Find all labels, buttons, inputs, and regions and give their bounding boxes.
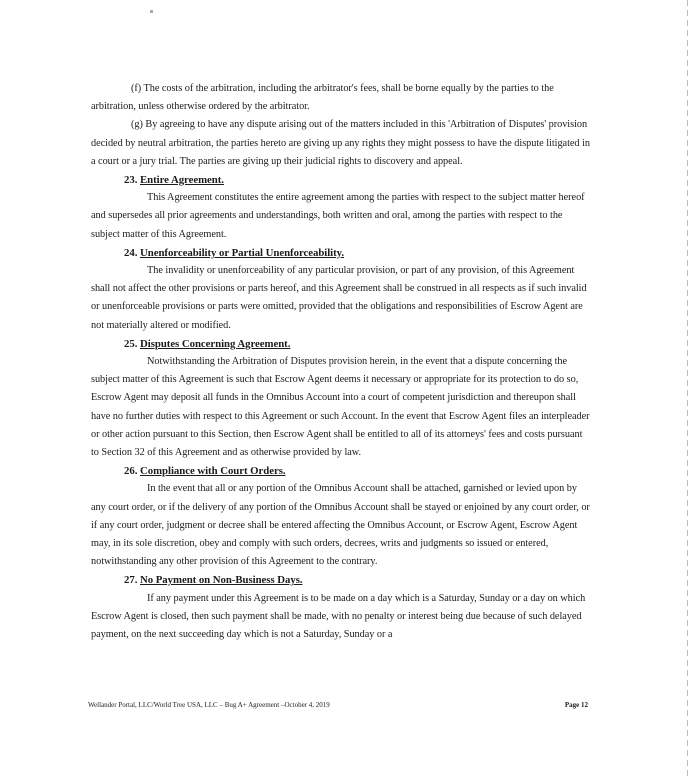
section-heading-24 [124,244,591,262]
section-title: No Payment on Non-Business Days. [140,574,303,587]
section-number: 24. [124,246,138,259]
scan-edge-line [687,0,688,776]
paragraph-g: (g) By agreeing to have any dispute arising out of the matters included in this 'Arbitration of Disputes' provision decided by neutral arbitration, the parties hereto are giving up any rights they might possess to have the dispute litigated in a court or a jury trial. The parties are giving up their judicial rights to discovery and appeal. [91,119,590,167]
section-body-24: The invalidity or unenforceability of any particular provision, or part of any provision, of this Agreement shall not affect the other provisions or parts hereof, and this Agreement shall be construed in all respects as if such invalid or unenforceable provisions or parts were omitted, provided that the obligations and responsibilities of Escrow Agent are not materially altered or modified. [91,265,587,331]
section-number: 23. [124,174,138,187]
section-number: 27. [124,574,138,587]
section-title: Compliance with Court Orders. [140,465,286,478]
section-title: Entire Agreement. [140,174,224,187]
section-heading-26 [124,462,591,480]
section-number: 26. [124,465,138,478]
section-body-25: Notwithstanding the Arbitration of Disputes provision herein, in the event that a dispute concerning the subject matter of this Agreement is such that Escrow Agent deems it necessary or appropriate for its protection to do so, Escrow Agent may deposit all funds in the Omnibus Account into a court of competent jurisdiction and thereupon shall have no further duties with respect to this Agreement or such Account. In the event that Escrow Agent files an interpleader or other action pursuant to this Section, then Escrow Agent shall be entitled to all of its attorneys' fees and costs pursuant to Section 32 of this Agreement and as otherwise provided by law. [91,356,590,459]
section-number: 25. [124,337,138,350]
section-heading-27 [124,571,591,589]
section-body-23: This Agreement constitutes the entire agreement among the parties with respect to the subject matter hereof and supersedes all prior agreements and understandings, both written and oral, among the parties with respect to the subject matter of this Agreement. [91,192,585,240]
section-body-26: In the event that all or any portion of the Omnibus Account shall be attached, garnished or levied upon by any court order, or if the delivery of any portion of the Omnibus Account shall be stayed or enjoined by any court order, or if any court order, judgment or decree shall be entered affecting the Omnibus Account, or Escrow Agent, Escrow Agent may, in its sole discretion, obey and comply with such orders, decrees, writs and judgments so issued or entered, notwithstanding any other provision of this Agreement to the contrary. [91,483,590,568]
paragraph-f: (f) The costs of the arbitration, including the arbitrator's fees, shall be borne equally by the parties to the arbitration, unless otherwise ordered by the arbitrator. [91,83,554,113]
page-number: Page 12 [564,701,588,709]
scan-mark [150,10,153,13]
section-body-27: If any payment under this Agreement is to be made on a day which is a Saturday, Sunday or a day on which Escrow Agent is closed, then such payment shall be made, with no penalty or interest being due because of such delayed payment, on the next succeeding day which is not a Saturday, Sunday or a [91,592,586,641]
footer-document-title: Wellander Portal, LLC/World Tree USA, LLC – Bug A+ Agreement –October 4, 2019 [88,701,330,709]
section-heading-25 [124,335,591,353]
section-title: Unenforceability or Partial Unenforceability. [140,246,345,259]
page-body [91,80,591,644]
section-heading-23 [124,171,591,189]
section-title: Disputes Concerning Agreement. [140,337,291,350]
